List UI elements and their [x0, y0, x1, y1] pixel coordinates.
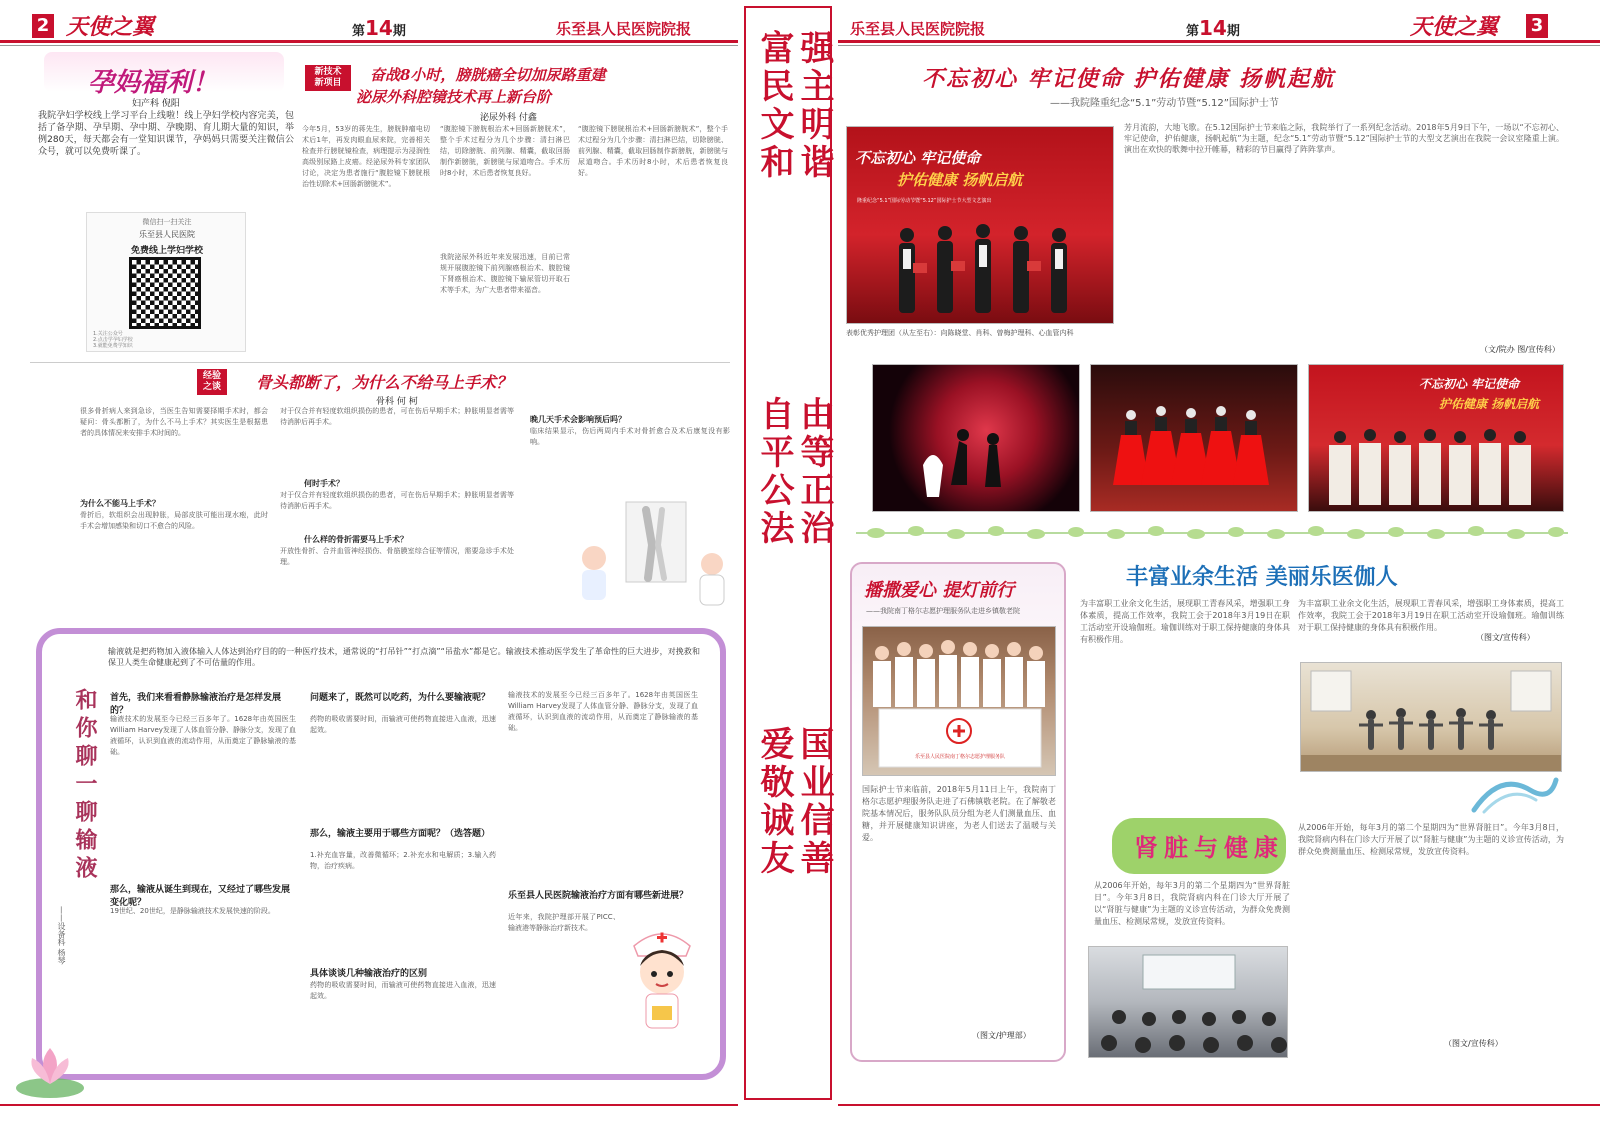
- qr-card-title: 微信扫一扫关注: [142, 218, 192, 226]
- infusion-body-2: 19世纪、20世纪，是静脉输液技术发展快速的阶段。: [110, 907, 275, 915]
- performance-photo-1: [872, 364, 1080, 512]
- bone-body-5: 开放性骨折、合并血管神经损伤、骨筋膜室综合征等情况，需要急诊手术处理。: [280, 547, 514, 566]
- pregnancy-body: 我院孕妇学校线上学习平台上线啦！线上孕妇学校内容完美，包括了备孕期、孕早期、孕中期、孕晚期、育儿期大量的知识，举例280天，每天都会有一堂知识课节，孕妈妈只需要关注微信公众号，就可以免费听课了。: [38, 111, 294, 157]
- paper-name-right: 乐至县人民医院院报: [850, 20, 986, 38]
- leisure-title: 丰富业余生活 美丽乐医伽人: [1126, 564, 1398, 590]
- banner-line-2: 护佑健康 扬帆启航: [897, 171, 1023, 189]
- leisure-body-1: 为丰富职工业余文化生活，展现职工青春风采，增强职工身体素质，提高工作效率，我院工会于2018年3月19日在职工活动室开设瑜伽班。瑜伽训练对于职工保持健康的身体具有积极作用。: [1080, 599, 1290, 644]
- leisure-body-2: 为丰富职工业余文化生活，展现职工青春风采，增强职工身体素质，提高工作效率，我院工会于2018年3月19日在职工活动室开设瑜伽班。瑜伽训练对于职工保持健康的身体具有积极作用。: [1298, 599, 1564, 632]
- bone-body-2: 骨折后，软组织会出现肿胀，局部皮肤可能出现水疱，此时手术会增加感染和切口不愈合的风险。: [80, 511, 268, 530]
- infusion-sub-4: 那么，输液主要用于哪些方面呢？（选答题）: [310, 829, 491, 839]
- lecture-audience-icon: [1089, 947, 1288, 1058]
- slogan-right-2: 由等正治: [794, 396, 834, 548]
- qr-card-org: 乐至县人民医院: [139, 230, 195, 239]
- urology-body-4: “腹腔镜下膀胱根治术+回肠新膀胱术”，整个手术过程分为几个步骤：清扫淋巴结，切除膀胱、前列腺、精囊，截取回肠制作新膀胱，新膀胱与尿道吻合。手术历时8小时，术后患者恢复良好。: [578, 125, 728, 177]
- celebration-credit: （文/院办 图/宣传科）: [1480, 345, 1560, 354]
- issue-left: 第14期: [352, 16, 406, 40]
- bone-title: 骨头都断了，为什么不给马上手术？: [256, 373, 513, 392]
- slogan-left-2: 自平公法: [754, 396, 794, 548]
- stage-banner-1: 不忘初心 牢记使命: [1419, 377, 1520, 391]
- banner-line-1: 不忘初心 牢记使命: [855, 149, 981, 167]
- choir-group-icon: [1309, 425, 1564, 512]
- infusion-sub-3: 问题来了，既然可以吃药，为什么要输液呢？: [310, 693, 491, 703]
- infusion-intro: 输液就是把药物加入液体输入人体达到治疗目的的一种医疗技术，通常说的“打吊针”“打点滴”“吊盐水”都是它。输液技术推动医学发生了革命性的巨大进步，对挽救和保卫人类生命健康起到了不可估量的作用。: [108, 647, 700, 667]
- volunteer-banner-text: 乐至县人民医院南丁格尔志愿护理服务队: [914, 754, 1005, 760]
- pregnancy-title: 孕妈福利！: [88, 68, 219, 98]
- page-number-left: 2: [32, 14, 54, 38]
- bone-body-1: 很多骨折病人来到急诊，当医生告知需要择期手术时，都会疑问：骨头都断了，为什么不马上手术？其实医生是根据患者的具体情况来安排手术时间的。: [80, 407, 268, 437]
- bone-sub-2: 何时手术？: [304, 479, 344, 488]
- infusion-body-3: 药物的吸收需要时间，而输液可使药物直接进入血液，迅速起效。: [310, 715, 496, 734]
- bone-xray-illustration: [566, 500, 736, 610]
- kidney-body-1: 从2006年开始，每年3月的第二个星期四为“世界肾脏日”。今年3月8日，我院肾病内科在门诊大厅开展了以“肾脏与健康”为主题的义诊宣传活动，为群众免费测量血压、检测尿常规，发放宣传资料。: [1094, 881, 1290, 926]
- performance-photo-3: [1308, 364, 1564, 512]
- bone-body-6: 临床结果显示，伤后两周内手术对骨折愈合及术后康复没有影响。: [530, 427, 730, 446]
- issue-right: 第14期: [1186, 16, 1240, 40]
- kidney-credit: （图文/宣传科）: [1444, 1039, 1503, 1048]
- urology-body-1: 今年5月，53岁的蒋先生，膀胱肿瘤电切术后1年，再发肉眼血尿来院，完善相关检查并行膀胱镜检查，病理提示为浸润性高级别尿路上皮癌。经泌尿外科专家团队讨论，决定为患者施行“腹腔镜下膀胱根治性切除术+回肠新膀胱术”。: [302, 125, 430, 188]
- infusion-sub-6: 乐至县人民医院输液治疗方面有哪些新进展？: [508, 891, 689, 901]
- lotus-decoration-icon: [14, 1044, 98, 1104]
- infusion-body-7: 近年来，我院护理部开展了PICC、输液港等静脉治疗新技术。: [508, 913, 620, 932]
- infusion-vertical-title: 和你聊一聊输液: [72, 688, 98, 884]
- infusion-sub-5: 具体谈谈几种输液治疗的区别: [310, 969, 428, 979]
- qr-card-notes: 1.关注公众号 2.点击学孕妇学校 3.就能免费学知识: [93, 331, 133, 349]
- infusion-sub-1: 首先，我们来看看静脉输液治疗是怎样发展的？: [110, 693, 282, 716]
- qr-card-label: 免费线上学妇学校: [130, 246, 203, 256]
- divider-bone: [30, 362, 730, 363]
- slogan-right-3: 国业信善: [794, 726, 834, 878]
- kidney-lecture-photo: [1088, 946, 1288, 1058]
- footer-rule-right: [838, 1104, 1600, 1106]
- award-photo-caption: 表彰优秀护理团（从左至右）：向陈晓堂、肖科、曾梅护理科、心血管内科: [846, 329, 1074, 337]
- infusion-body-6: 输液技术的发展至今已经三百多年了。1628年由英国医生William Harvey发现了人体血管分静、静脉分支，发现了血液循环，认识到血液的流动作用，从而奠定了静脉输液的基础。: [508, 691, 698, 732]
- article-pregnancy: [34, 52, 296, 352]
- infusion-byline: ——设备科 杨琴: [57, 906, 66, 965]
- bone-body-4: 对于仅合并有轻度软组织损伤的患者，可在伤后早期手术；肿胀明显者需等待消肿后再手术。: [280, 491, 514, 510]
- kidney-body-2: 从2006年开始，每年3月的第二个星期四为“世界肾脏日”。今年3月8日，我院肾病内科在门诊大厅开展了以“肾脏与健康”为主题的义诊宣传活动，为群众免费测量血压、检测尿常规，发放宣传资料。: [1298, 823, 1564, 856]
- tag-experience: 经验 之谈: [196, 368, 228, 396]
- volunteer-title: 播撒爱心 提灯前行: [864, 580, 1015, 601]
- bone-body-3: 对于仅合并有轻度软组织损伤的患者，可在伤后早期手术；肿胀明显者需等待消肿后再手术。: [280, 407, 514, 426]
- leaf-divider-decoration: [856, 520, 1568, 546]
- celebration-body: 芳月流韵，大地飞歌。在5.12国际护士节来临之际，我院举行了一系列纪念活动。2018年5月9日下午，一场以“不忘初心、牢记使命，护佑健康，扬帆起航”为主题，纪念“5.1”劳动节暨“5.12”国际护士节的大型文艺演出在我院一会议室隆重上演。演出在欢快的歌舞中拉开帷幕，精彩的节目赢得了阵阵掌声。: [1124, 123, 1564, 154]
- performance-photo-2: [1090, 364, 1298, 512]
- urology-title-1: 奋战8小时，膀胱癌全切加尿路重建: [370, 66, 606, 84]
- yoga-group-icon: [1301, 663, 1562, 772]
- swirl-decoration-icon: [1470, 770, 1560, 816]
- celebration-title: 不忘初心 牢记使命 护佑健康 扬帆起航: [922, 66, 1335, 92]
- tag-new-tech: 新技术 新项目: [304, 64, 352, 92]
- qr-code-icon[interactable]: [129, 257, 201, 329]
- infusion-body-1: 输液技术的发展至今已经三百多年了。1628年由英国医生William Harvey发现了人体血管分静、静脉分支，发现了血液循环，认识到血液的流动作用，从而奠定了静脉输液的基础。: [110, 715, 296, 756]
- dancer-silhouette-icon: [893, 405, 1063, 505]
- urology-byline: 泌尿外科 付鑫: [480, 113, 537, 123]
- page-number-right: 3: [1526, 14, 1548, 38]
- celebration-subtitle: ——我院隆重纪念“5.1”劳动节暨“5.12”国际护士节: [1050, 98, 1279, 109]
- header-rule-right-thin: [838, 45, 1600, 46]
- infusion-body-4: 1.补充血容量，改善微循环；2.补充水和电解质；3.输入药物，治疗疾病。: [310, 851, 496, 870]
- header-rule-right: [838, 40, 1600, 43]
- leisure-credit: （图文/宣传科）: [1476, 633, 1535, 642]
- bone-byline: 骨科 何 柯: [376, 397, 418, 407]
- paper-name-left: 乐至县人民医院院报: [556, 20, 692, 38]
- urology-title-2: 泌尿外科腔镜技术再上新台阶: [356, 88, 552, 106]
- volunteer-subtitle: ——我院南丁格尔志愿护理服务队走进乡镇敬老院: [866, 607, 1020, 615]
- header-rule-left: [0, 40, 738, 43]
- dance-group-icon: [1091, 365, 1298, 512]
- bone-sub-4: 晚几天手术会影响预后吗？: [530, 415, 626, 424]
- nurse-cartoon-icon: [624, 926, 700, 1036]
- banner-small-text: 隆重纪念“5.1”国际劳动节暨“5.12”国际护士节大型文艺演出: [857, 198, 992, 204]
- pregnancy-byline: 妇产科 倪阳: [132, 99, 180, 109]
- people-group-icon: [887, 213, 1087, 324]
- slogan-right-1: 强主明谐: [794, 30, 834, 182]
- footer-rule-left: [0, 1104, 738, 1106]
- qr-card: [86, 212, 246, 352]
- bone-sub-3: 什么样的骨折需要马上手术？: [304, 535, 408, 544]
- slogan-left-3: 爱敬诚友: [754, 726, 794, 878]
- award-ceremony-photo: [846, 126, 1114, 324]
- infusion-sub-2: 那么，输液从诞生到现在，又经过了哪些发展变化呢？: [110, 885, 291, 908]
- slogan-left-1: 富民文和: [754, 30, 794, 182]
- urology-body-2: “腹腔镜下膀胱根治术+回肠新膀胱术”，整个手术过程分为几个步骤：清扫淋巴结，切除膀胱、前列腺、精囊，截取回肠制作新膀胱，新膀胱与尿道吻合。手术历时8小时，术后患者恢复良好。: [440, 125, 570, 177]
- volunteer-body: 国际护士节来临前，2018年5月11日上午，我院南丁格尔志愿护理服务队走进了石佛镇敬老院。在了解敬老院基本情况后，服务队队员分组为老人们测量血压、血糖，并开展健康知识讲座，为老人们送去了温暖与关爱。: [862, 785, 1056, 842]
- volunteer-team-photo: [862, 626, 1056, 776]
- brand-right: 天使之翼: [1410, 14, 1499, 40]
- bone-sub-1: 为什么不能马上手术？: [80, 499, 160, 508]
- brand-left: 天使之翼: [66, 14, 155, 40]
- volunteer-credit: （图文/护理部）: [972, 1031, 1031, 1040]
- infusion-body-5: 药物的吸收需要时间，而输液可使药物直接进入血液，迅速起效。: [310, 981, 496, 1000]
- yoga-class-photo: [1300, 662, 1562, 772]
- kidney-title: 肾脏与健康: [1134, 833, 1284, 862]
- header-rule-left-thin: [0, 45, 738, 46]
- stage-banner-2: 护佑健康 扬帆启航: [1439, 397, 1540, 411]
- urology-body-3: 我院泌尿外科近年来发展迅速，目前已常规开展腹腔镜下前列腺癌根治术、腹腔镜下肾癌根治术、腹腔镜下输尿管切开取石术等手术，为广大患者带来福音。: [440, 253, 570, 294]
